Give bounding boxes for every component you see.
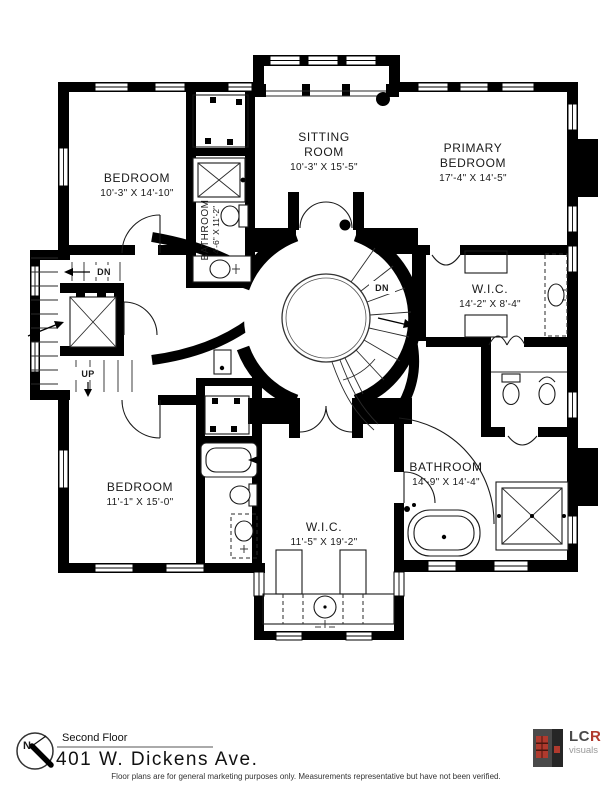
sitting-room-name1: SITTING: [298, 130, 350, 144]
bathroom-bottom-dims: 14'-9" X 14'-4": [412, 477, 480, 488]
column-dot-1: [376, 92, 390, 106]
bedroom-top-dims: 10'-3" X 14'-10": [100, 188, 174, 199]
compass-icon: [14, 729, 60, 775]
wic-builtin-2: [465, 315, 507, 337]
freestanding-tub: [404, 503, 480, 556]
vanity-right: [545, 254, 567, 336]
utility-mid: [214, 350, 231, 374]
floor-label: Second Floor: [62, 732, 128, 744]
column-dot-2: [340, 220, 351, 231]
primary-bedroom-name2: BEDROOM: [439, 156, 507, 170]
bathroom-bottom-name: BATHROOM: [409, 460, 483, 474]
tub-mid: [201, 443, 258, 477]
spiral-dn-label: DN: [375, 283, 389, 293]
wic-right-name: W.I.C.: [471, 282, 509, 296]
stairs-dn-label: DN: [97, 267, 111, 277]
bathroom-top-name: BATHROOM: [200, 199, 211, 261]
closet-mid: [205, 396, 249, 434]
sitting-room-name2: ROOM: [304, 145, 344, 159]
sitting-room-dims: 10'-3" X 15'-5": [290, 162, 358, 173]
bathroom-top-dims: 4'-6" X 11'-2": [211, 205, 221, 255]
lcr-visuals-logo: [533, 729, 601, 767]
shower-bottom: [496, 482, 568, 550]
shower-top: [193, 158, 245, 202]
water-closet: [491, 372, 567, 405]
wic-bottom-builtins: [263, 550, 394, 628]
bedroom-bottom-dims: 11'-1" X 15'-0": [106, 497, 174, 508]
left-staircase: [28, 258, 157, 397]
toilet-top: [221, 205, 248, 227]
lcr-window-glyph: [536, 736, 548, 758]
lcr-logo-subtitle: visuals: [569, 745, 599, 756]
lcr-logo-text: LCR: [569, 728, 602, 745]
compass-north-label: N: [23, 740, 31, 752]
wic-bottom-name: W.I.C.: [305, 520, 343, 534]
lcr-logo-icon: [533, 729, 563, 767]
bedroom-bottom-name: BEDROOM: [106, 480, 174, 494]
toilet-mid: [230, 484, 257, 506]
primary-bedroom-name1: PRIMARY: [443, 141, 503, 155]
wic-bottom-dims: 11'-5" X 19'-2": [290, 537, 358, 548]
address-label: 401 W. Dickens Ave.: [56, 749, 259, 770]
closet-top: [193, 95, 248, 147]
disclaimer-text: Floor plans are for general marketing purposes only. Measurements representative but have not been verified.: [111, 772, 501, 781]
bedroom-top-name: BEDROOM: [103, 171, 171, 185]
stairs-up-label: UP: [81, 369, 95, 379]
wic-right-dims: 14'-2" X 8'-4": [459, 299, 521, 310]
footer-divider: [57, 746, 213, 748]
primary-bedroom-dims: 17'-4" X 14'-5": [439, 173, 507, 184]
